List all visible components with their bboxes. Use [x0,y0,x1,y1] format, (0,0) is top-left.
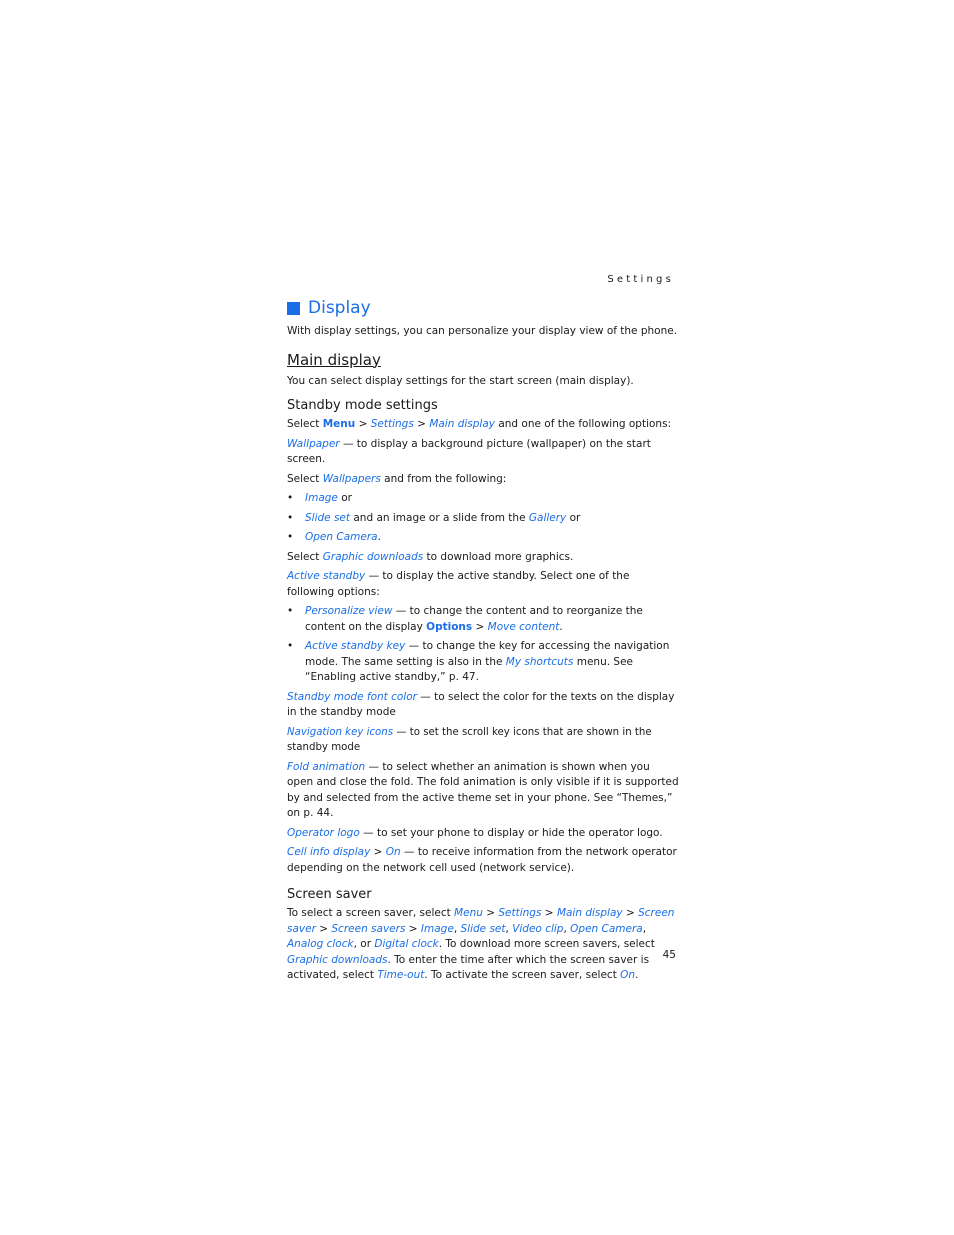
main-display-intro: You can select display settings for the start screen (main display). [287,374,634,387]
section-square-icon [287,302,300,315]
main-display-term: Main display [429,418,495,430]
font-color-option: Standby mode font color — to select the color for the texts on the display in the standby mode [287,690,675,718]
fold-animation-option: Fold animation — to select whether an animation is shown when you open and close the fold. The fold animation is only visible if it is supported by and selected from the active theme set in your phone. See “Themes,” on p. 44. [287,760,679,819]
heading-standby-mode-settings: Standby mode settings [287,398,438,413]
list-item: • Slide set and an image or a slide from the Gallery or [287,511,581,524]
wallpapers-select: Select Wallpapers and from the following: [287,472,507,485]
active-standby-option: Active standby — to display the active standby. Select one of the following options: [287,570,630,598]
subsection-heading-main-display: Main display [287,350,381,369]
section-title: Display [308,298,371,318]
screen-saver-text: To select a screen saver, select Menu > Settings > Main display > Screen saver > Screen savers > Image, Slide set, Video clip, Open Camera, Analog clock, or Digital clock. To download more screen savers, select Graphic downloads. To enter the time after which the screen saver is activated, select Time-out. To activate the screen saver, select On. [287,907,675,981]
list-item: • Personalize view — to change the content and to reorganize the content on the display Options > Move content. [287,605,643,633]
nav-icons-option: Navigation key icons — to set the scroll key icons that are shown in the standby mode [287,726,652,753]
graphic-downloads-line: Select Graphic downloads to download more graphics. [287,550,574,563]
list-item: • Active standby key — to change the key for accessing the navigation mode. The same setting is also in the My shortcuts menu. See “Enabling active standby,” p. 47. [287,640,670,683]
display-intro: With display settings, you can personalize your display view of the phone. [287,325,678,337]
page-content [287,296,679,988]
heading-screen-saver: Screen saver [287,887,372,902]
running-head: Settings [607,274,674,285]
page-number: 45 [662,949,676,961]
wallpaper-option: Wallpaper — to display a background picture (wallpaper) on the start screen. [287,437,651,465]
section-heading-display [287,296,679,320]
list-item: • Open Camera. [287,531,381,543]
standby-path: Select Menu > Settings > Main display and one of the following options: [287,418,672,430]
cell-info-option: Cell info display > On — to receive information from the network operator depending on the network cell used (network service). [287,846,677,874]
list-item: • Image or [287,492,352,504]
operator-logo-option: Operator logo — to set your phone to display or hide the operator logo. [287,826,663,839]
settings-term: Settings [370,418,414,430]
menu-term: Menu [322,418,356,430]
active-standby-list [287,604,679,686]
wallpaper-list [287,491,679,546]
